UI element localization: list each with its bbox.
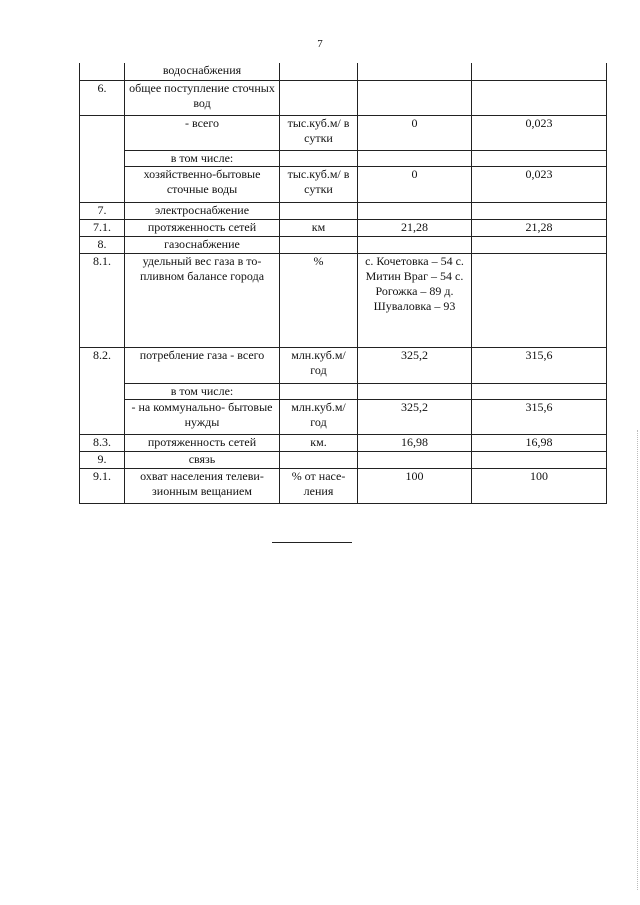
table-row <box>80 399 607 434</box>
value-cell <box>472 383 607 399</box>
indicator-name-cell: протяженность сетей <box>125 434 280 451</box>
table-row <box>80 468 607 503</box>
table-row <box>80 219 607 236</box>
value-cell: 100 <box>358 468 472 503</box>
table-row <box>80 150 607 166</box>
unit-cell <box>280 383 358 399</box>
value-cell <box>358 383 472 399</box>
indicator-name-cell: газоснабжение <box>125 236 280 253</box>
row-number-cell: 8.3. <box>80 434 125 451</box>
row-number-cell: 8.2. <box>80 347 125 434</box>
row-number-cell: 7. <box>80 202 125 219</box>
indicator-name-cell: в том числе: <box>125 383 280 399</box>
indicator-name-cell: электроснабжение <box>125 202 280 219</box>
value-cell: 100 <box>472 468 607 503</box>
indicator-name-cell: охват населения телеви- зионным вещанием <box>125 468 280 503</box>
scan-edge-line <box>637 430 638 890</box>
value-cell: с. Кочетовка – 54 с. Митин Враг – 54 с. Рогожка – 89 д. Шуваловка – 93 <box>358 253 472 347</box>
table-row <box>80 347 607 383</box>
value-cell <box>472 150 607 166</box>
row-number-cell: 8.1. <box>80 253 125 347</box>
row-number-cell <box>80 115 125 202</box>
indicator-name-cell: потребление газа - всего <box>125 347 280 383</box>
value-cell <box>358 451 472 468</box>
unit-cell <box>280 202 358 219</box>
table-row <box>80 63 607 80</box>
value-cell: 325,2 <box>358 347 472 383</box>
unit-cell <box>280 150 358 166</box>
table-row <box>80 166 607 202</box>
row-number-cell: 9. <box>80 451 125 468</box>
unit-cell: км <box>280 219 358 236</box>
end-of-table-rule <box>272 542 352 543</box>
value-cell <box>472 236 607 253</box>
table-row <box>80 80 607 115</box>
value-cell <box>358 236 472 253</box>
value-cell <box>472 80 607 115</box>
table-row <box>80 202 607 219</box>
row-number-cell: 6. <box>80 80 125 115</box>
value-cell: 21,28 <box>358 219 472 236</box>
row-number-cell: 7.1. <box>80 219 125 236</box>
value-cell <box>472 451 607 468</box>
value-cell <box>358 63 472 80</box>
unit-cell: тыс.куб.м/ в сутки <box>280 166 358 202</box>
table-row <box>80 383 607 399</box>
value-cell: 325,2 <box>358 399 472 434</box>
value-cell: 0,023 <box>472 166 607 202</box>
table-row <box>80 115 607 150</box>
unit-cell <box>280 80 358 115</box>
value-cell: 315,6 <box>472 399 607 434</box>
value-cell: 16,98 <box>358 434 472 451</box>
unit-cell <box>280 236 358 253</box>
page-number: 7 <box>317 38 323 50</box>
unit-cell: % от насе- ления <box>280 468 358 503</box>
indicators-table <box>79 63 607 504</box>
unit-cell: % <box>280 253 358 347</box>
value-cell <box>358 150 472 166</box>
value-cell <box>358 80 472 115</box>
unit-cell: тыс.куб.м/ в сутки <box>280 115 358 150</box>
indicator-name-cell: - на коммунально- бытовые нужды <box>125 399 280 434</box>
unit-cell: млн.куб.м/ год <box>280 399 358 434</box>
table-row <box>80 253 607 347</box>
value-cell <box>472 253 607 347</box>
indicator-name-cell: связь <box>125 451 280 468</box>
table-row <box>80 451 607 468</box>
value-cell: 0 <box>358 115 472 150</box>
unit-cell: км. <box>280 434 358 451</box>
value-cell: 0,023 <box>472 115 607 150</box>
row-number-cell <box>80 63 125 80</box>
value-cell: 16,98 <box>472 434 607 451</box>
value-cell <box>472 63 607 80</box>
value-cell <box>358 202 472 219</box>
indicator-name-cell: водоснабжения <box>125 63 280 80</box>
value-cell: 315,6 <box>472 347 607 383</box>
row-number-cell: 8. <box>80 236 125 253</box>
value-cell <box>472 202 607 219</box>
indicator-name-cell: хозяйственно-бытовые сточные воды <box>125 166 280 202</box>
indicator-name-cell: протяженность сетей <box>125 219 280 236</box>
table-row <box>80 434 607 451</box>
indicator-name-cell: удельный вес газа в то- пливном балансе города <box>125 253 280 347</box>
unit-cell <box>280 451 358 468</box>
value-cell: 21,28 <box>472 219 607 236</box>
value-cell: 0 <box>358 166 472 202</box>
row-number-cell: 9.1. <box>80 468 125 503</box>
indicator-name-cell: общее поступление сточных вод <box>125 80 280 115</box>
unit-cell <box>280 63 358 80</box>
table-row <box>80 236 607 253</box>
indicator-name-cell: - всего <box>125 115 280 150</box>
unit-cell: млн.куб.м/ год <box>280 347 358 383</box>
indicator-name-cell: в том числе: <box>125 150 280 166</box>
